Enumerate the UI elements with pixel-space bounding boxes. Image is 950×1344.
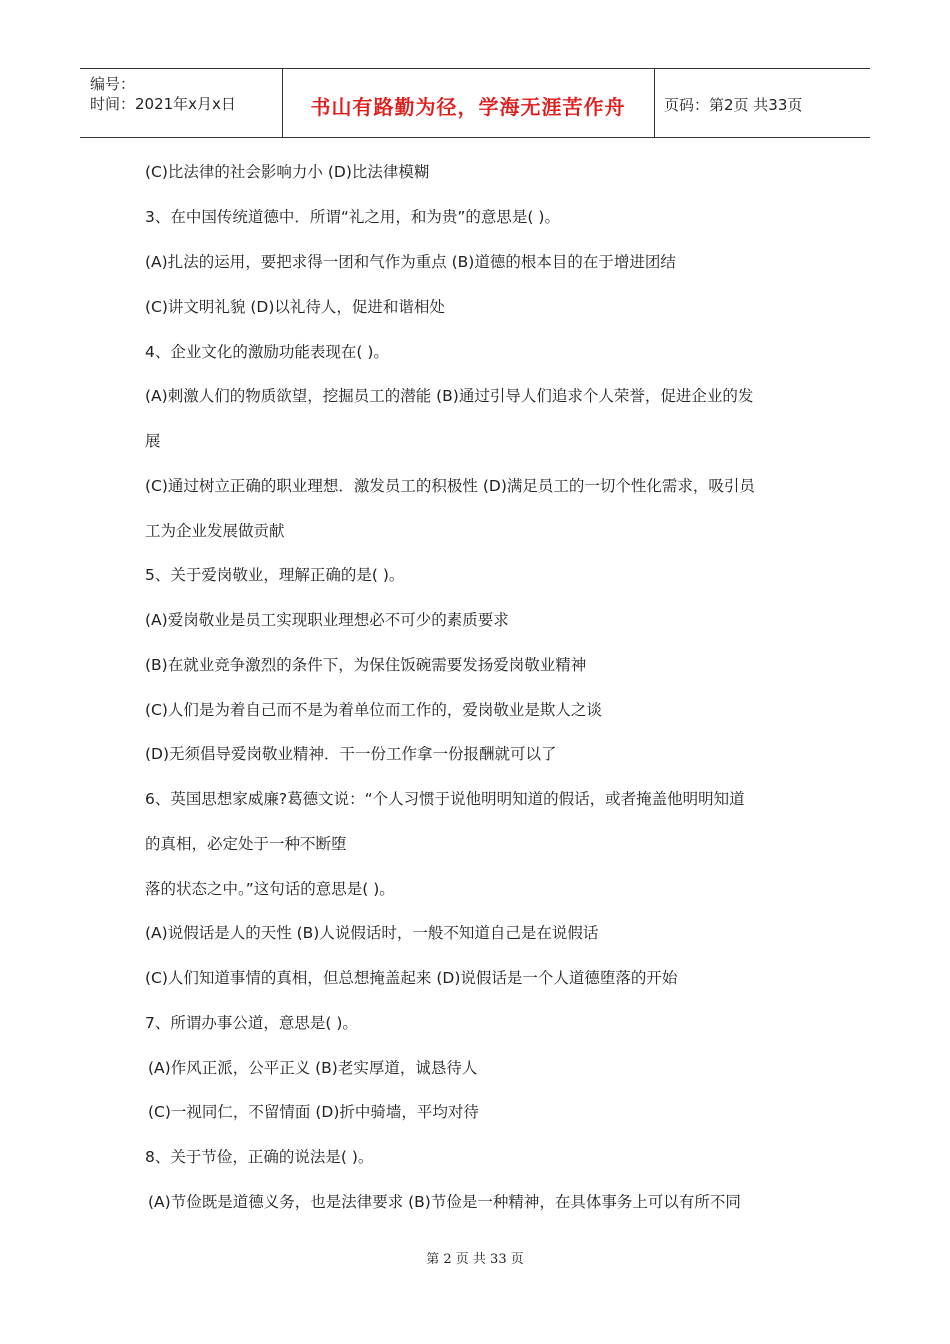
text-line: 的真相，必定处于一种不断堕 — [145, 835, 347, 853]
header-motto: 书山有路勤为径，学海无涯苦作舟 — [310, 95, 626, 119]
text-line: (D)无须倡导爱岗敬业精神．干一份工作拿一份报酬就可以了 — [145, 745, 557, 763]
page-footer: 第 2 页 共 33 页 — [426, 1252, 524, 1267]
text-line: (C)比法律的社会影响力小 (D)比法律模糊 — [145, 163, 430, 181]
text-line: (A)扎法的运用，要把求得一团和气作为重点 (B)道德的根本目的在于增进团结 — [145, 253, 676, 271]
text-line: 工为企业发展做贡献 — [145, 522, 285, 540]
header-page-code: 页码：第2页 共33页 — [664, 96, 803, 114]
text-line: (A)爱岗敬业是员工实现职业理想必不可少的素质要求 — [145, 611, 509, 629]
question-5: 5、关于爱岗敬业，理解正确的是( )。 — [145, 566, 405, 584]
document-time-label: 时间：2021年x月x日 — [90, 95, 236, 113]
text-line: 展 — [145, 432, 161, 450]
header-info-cell — [80, 69, 283, 137]
text-line: (C)讲文明礼貌 (D)以礼待人，促进和谐相处 — [145, 298, 445, 316]
text-line: (B)在就业竞争激烈的条件下，为保住饭碗需要发扬爱岗敬业精神 — [145, 656, 587, 674]
question-3: 3、在中国传统道德中．所谓“礼之用，和为贵”的意思是( )。 — [145, 208, 560, 226]
header-motto-cell — [282, 69, 655, 137]
question-6: 6、英国思想家威廉?葛德文说：“个人习惯于说他明明知道的假话，或者掩盖他明明知道 — [145, 790, 745, 808]
text-line: (C)通过树立正确的职业理想．激发员工的积极性 (D)满足员工的一切个性化需求，吸引员 — [145, 477, 755, 495]
header-page-cell — [654, 69, 870, 137]
question-7: 7、所谓办事公道，意思是( )。 — [145, 1014, 358, 1032]
question-4: 4、企业文化的激励功能表现在( )。 — [145, 343, 389, 361]
page-header — [80, 68, 870, 138]
text-line: (C)人们是为着自己而不是为着单位而工作的，爱岗敬业是欺人之谈 — [145, 701, 602, 719]
text-line: (A)作风正派，公平正义 (B)老实厚道，诚恳待人 — [148, 1059, 478, 1077]
text-line: (C)人们知道事情的真相，但总想掩盖起来 (D)说假话是一个人道德堕落的开始 — [145, 969, 678, 987]
question-8: 8、关于节俭，正确的说法是( )。 — [145, 1148, 374, 1166]
text-line: (A)说假话是人的天性 (B)人说假话时，一般不知道自己是在说假话 — [145, 924, 599, 942]
text-line: (C)一视同仁，不留情面 (D)折中骑墙，平均对待 — [148, 1103, 479, 1121]
text-line: 落的状态之中。”这句话的意思是( )。 — [145, 880, 395, 898]
text-line: (A)节俭既是道德义务，也是法律要求 (B)节俭是一种精神，在具体事务上可以有所不同 — [148, 1193, 741, 1211]
text-line: (A)刺激人们的物质欲望，挖掘员工的潜能 (B)通过引导人们追求个人荣誉，促进企业的发 — [145, 387, 754, 405]
document-code-label: 编号： — [90, 75, 136, 93]
